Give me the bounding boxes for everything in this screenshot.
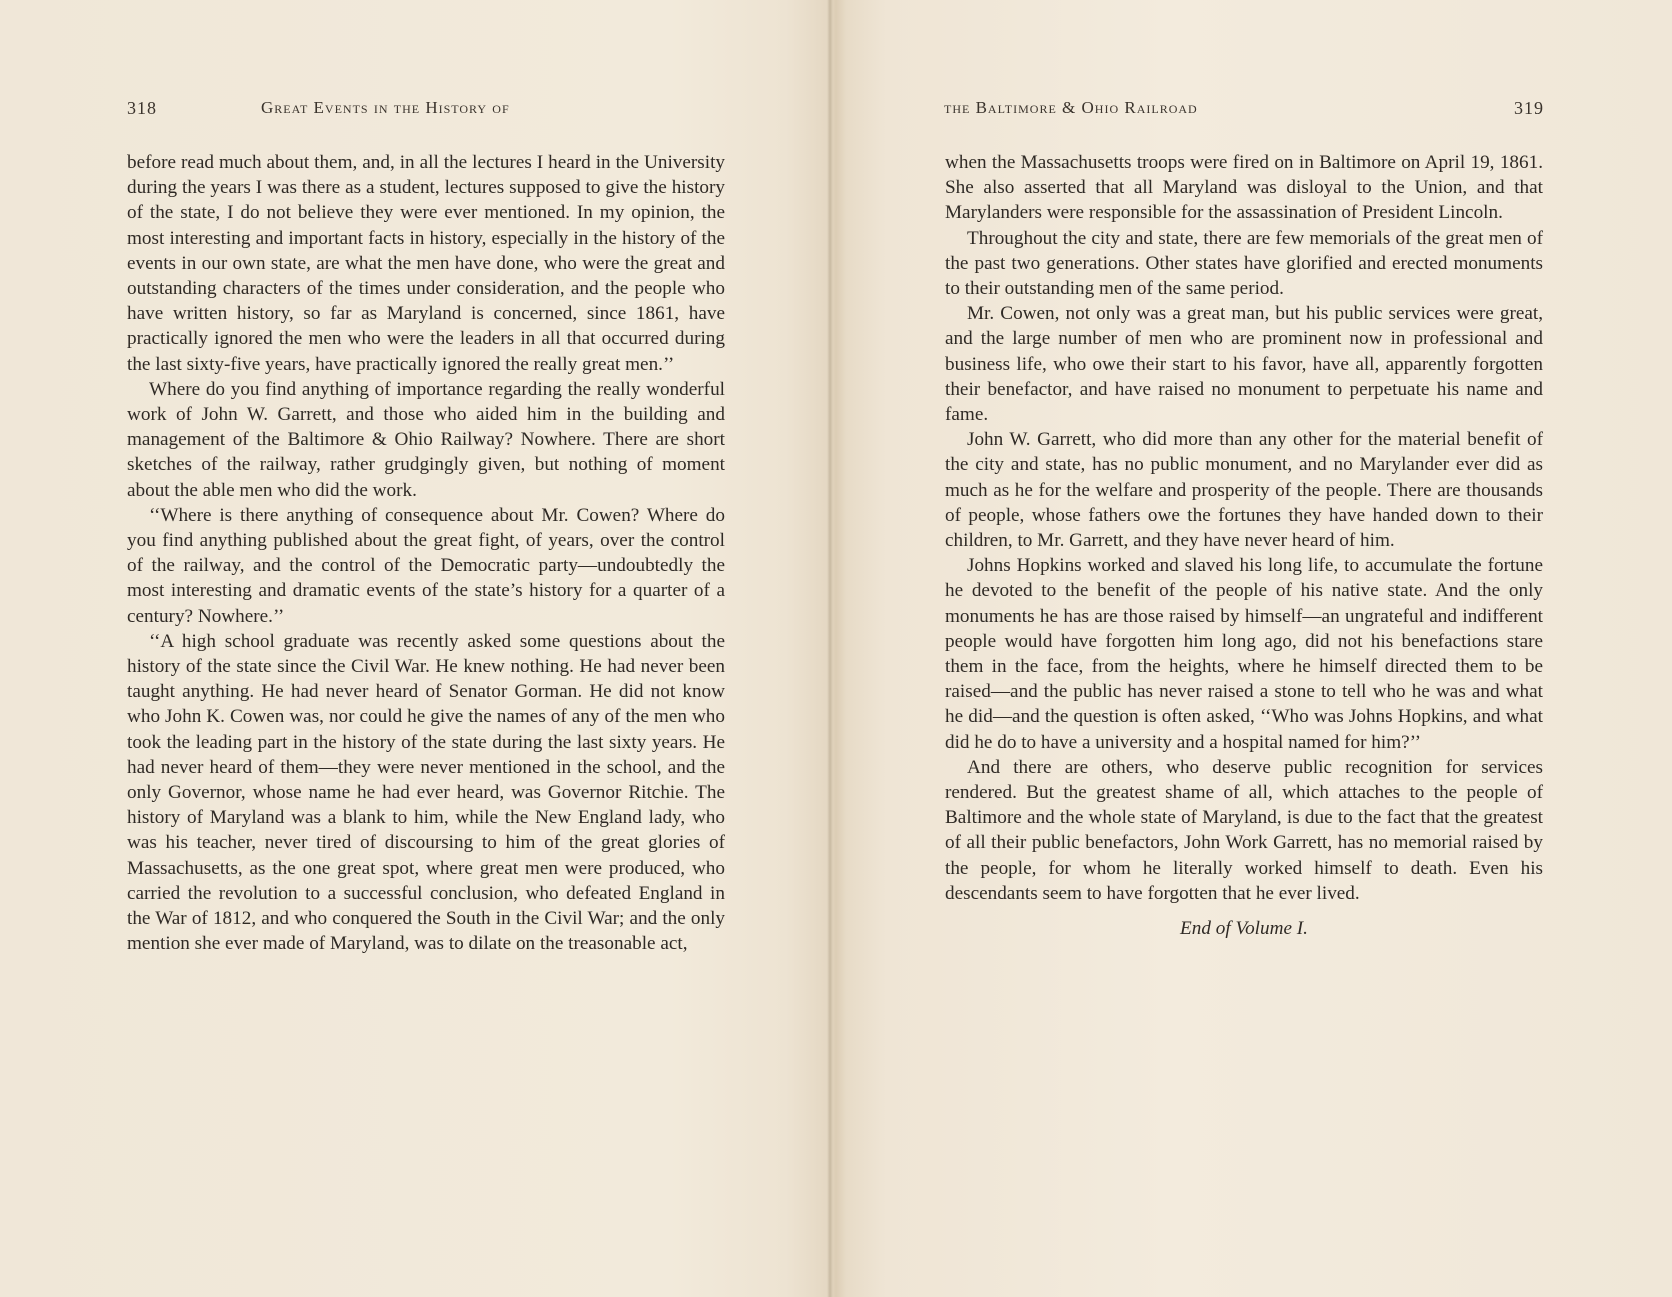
left-paragraph-1: before read much about them, and, in all the lectures I heard in the University during the years I was there as a student, lectures supposed to give the history of the state, I do not believe they were ever mentioned. In my opinion, the most interesting and important facts in history, especially in the history of the events in our own state, are what the men have done, who were the great and outstanding characters of the times under consideration, and the people who have written history, so far as Maryland is concerned, since 1861, have practically ignored the men who were the leaders in all that occurred during the last sixty-five years, have practically ignored the really great men.’’ — [127, 152, 725, 375]
right-running-head: the Baltimore & Ohio Railroad — [944, 98, 1198, 117]
left-paragraph-4: ‘‘A high school graduate was recently asked some questions about the history of the state since the Civil War. He knew nothing. He had never been taught anything. He had never heard of Senator Gorman. He did not know who John K. Cowen was, nor could he give the names of any of the men who took the leading part in the history of the state during the last sixty years. He had never heard of them—they were never mentioned in the school, and the only Governor, whose name he had ever heard, was Governor Ritchie. The history of Maryland was a blank to him, while the New England lady, who was his teacher, never tired of discoursing to him of the great glories of Massachusetts, as the one great spot, where great men were produced, who carried the revolution to a successful conclusion, who defeated England in the War of 1812, and who conquered the South in the Civil War; and the only mention she ever made of Maryland, was to dilate on the treasonable act, — [127, 630, 725, 955]
right-paragraph-5: Johns Hopkins worked and slaved his long life, to accumulate the fortune he devoted to the benefit of the people of his native state. And the only monuments he has are those raised by himself—an ungrateful and indifferent people would have forgotten him long ago, did not his benefactions stare them in the face, from the heights, where he himself directed them to be raised—and the public has never raised a stone to tell who he was and what he did—and the question is often asked, ‘‘Who was Johns Hopkins, and what did he do to have a university and a hospital named for him?’’ — [945, 555, 1543, 753]
right-page — [836, 0, 1672, 1297]
left-running-head: Great Events in the History of — [261, 98, 510, 117]
left-page-body — [127, 150, 725, 957]
right-paragraph-3: Mr. Cowen, not only was a great man, but his public services were great, and the large number of men who are prominent now in professional and business life, who owe their start to his favor, have all, apparently forgotten their benefactor, and have raised no monument to perpetuate his name and fame. — [945, 303, 1543, 426]
end-of-volume-note: End of Volume I. — [1180, 918, 1308, 940]
right-paragraph-6: And there are others, who deserve public recognition for services rendered. But the greatest shame of all, which attaches to the people of Baltimore and the whole state of Maryland, is due to the fact that the greatest of all their public benefactors, John Work Garrett, has no memorial raised by the people, for whom he literally worked himself to death. Even his descendants seem to have forgotten that he ever lived. — [945, 756, 1543, 904]
right-page-header — [944, 98, 1544, 122]
left-page-header — [127, 98, 725, 122]
left-paragraph-3: ‘‘Where is there anything of consequence about Mr. Cowen? Where do you find anything published about the great fight, of years, over the control of the railway, and the control of the Democratic party—undoubtedly the most interesting and dramatic events of the state’s history for a quarter of a century? Nowhere.’’ — [127, 504, 725, 627]
right-paragraph-4: John W. Garrett, who did more than any other for the material benefit of the city and state, has no public monument, and no Marylander ever did as much as he for the welfare and prosperity of the people. There are thousands of people, whose fathers owe the fortunes they have handed down to their children, to Mr. Garrett, and they have never heard of him. — [945, 429, 1543, 552]
right-page-number: 319 — [1514, 98, 1544, 118]
left-page-number: 318 — [127, 98, 157, 118]
right-paragraph-1: when the Massachusetts troops were fired on in Baltimore on April 19, 1861. She also asserted that all Maryland was disloyal to the Union, and that Marylanders were responsible for the assassination of President Lincoln. — [945, 152, 1543, 224]
right-paragraph-2: Throughout the city and state, there are few memorials of the great men of the past two generations. Other states have glorified and erected monuments to their outstanding men of the same period. — [945, 227, 1543, 300]
left-page — [0, 0, 830, 1297]
right-page-body — [945, 150, 1543, 941]
left-paragraph-2: Where do you find anything of importance regarding the really wonderful work of John W. Garrett, and those who aided him in the building and management of the Baltimore & Ohio Railway? Nowhere. There are short sketches of the railway, rather grudgingly given, but nothing of moment about the able men who did the work. — [127, 378, 725, 501]
